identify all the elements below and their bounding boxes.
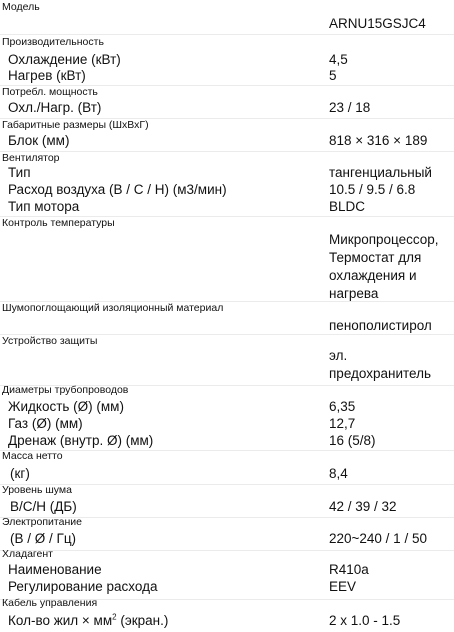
section-performance: [0, 35, 454, 86]
section-fan: [0, 152, 454, 217]
section-power-supply: [0, 518, 454, 551]
row-label: Наименование: [8, 562, 102, 577]
section-dimensions: [0, 119, 454, 152]
row-label: Тип: [8, 165, 31, 180]
row-value: EEV: [329, 579, 357, 594]
section-title: Хладагент: [2, 548, 53, 560]
row-label: (кг): [10, 466, 30, 481]
row-label: Регулирование расхода: [8, 579, 158, 594]
row-value: эл. предохранитель: [329, 348, 432, 381]
row-label: Нагрев (кВт): [8, 68, 86, 83]
row-value: Микропроцессор, Термостат для охлаждения и нагрева: [329, 232, 439, 301]
row-value: 818 × 316 × 189: [329, 133, 428, 148]
section-title: Модель: [2, 1, 40, 13]
row-value: 8,4: [329, 466, 348, 481]
row-label: В/С/Н (ДБ): [10, 499, 77, 514]
row-value: 5: [329, 68, 337, 83]
section-control-cable: [0, 597, 454, 632]
row-value: 4,5: [329, 52, 348, 67]
section-title: Производительность: [2, 36, 104, 48]
row-label: Блок (мм): [8, 133, 70, 148]
section-piping: [0, 386, 454, 451]
section-title: Масса нетто: [2, 450, 63, 462]
row-value: 12,7: [329, 416, 356, 431]
section-refrigerant: [0, 548, 454, 600]
row-value: 23 / 18: [329, 100, 371, 115]
section-net-weight: [0, 451, 454, 485]
row-label: Охл./Нагр. (Вт): [8, 100, 102, 115]
model-value: ARNU15GSJC4: [329, 16, 426, 31]
row-label: (В / Ø / Гц): [10, 531, 77, 546]
section-model: [0, 0, 454, 35]
section-title: Устройство защиты: [2, 335, 98, 347]
row-label: Тип мотора: [8, 199, 80, 214]
section-protection: [0, 335, 454, 386]
section-noise: [0, 485, 454, 518]
row-value: R410a: [329, 562, 369, 577]
row-value: тангенциальный: [329, 165, 432, 180]
row-label: Дренаж (внутр. Ø) (мм): [8, 433, 154, 448]
section-title: Шумопоглощающий изоляционный материал: [2, 302, 224, 314]
section-temperature-control: [0, 217, 454, 302]
section-title: Кабель управления: [2, 597, 98, 609]
row-value: 10.5 / 9.5 / 6.8: [329, 182, 416, 197]
row-value: BLDC: [329, 199, 366, 214]
row-label: Расход воздуха (В / С / Н) (м3/мин): [8, 182, 227, 197]
row-value: пенополистирол: [329, 318, 432, 333]
row-value: 16 (5/8): [329, 433, 376, 448]
row-label: Газ (Ø) (мм): [8, 416, 83, 431]
section-title: Диаметры трубопроводов: [2, 384, 129, 396]
section-title: Контроль температуры: [2, 217, 115, 229]
row-value: 220~240 / 1 / 50: [329, 531, 427, 546]
section-title: Уровень шума: [2, 484, 72, 496]
row-label: Охлаждение (кВт): [8, 52, 121, 67]
section-insulation: [0, 302, 454, 335]
row-label: Кол-во жил × $мм^2$ (экран.): [8, 612, 169, 628]
section-title: Потребл. мощность: [2, 86, 98, 98]
row-value: 2 x 1.0 - 1.5: [329, 613, 401, 628]
row-label: Жидкость (Ø) (мм): [8, 399, 124, 414]
section-title: Габаритные размеры (ШхВхГ): [2, 119, 149, 131]
section-power-consumption: [0, 86, 454, 119]
row-value: 42 / 39 / 32: [329, 499, 397, 514]
row-value: 6,35: [329, 399, 356, 414]
section-title: Электропитание: [2, 516, 82, 528]
section-title: Вентилятор: [2, 152, 60, 164]
